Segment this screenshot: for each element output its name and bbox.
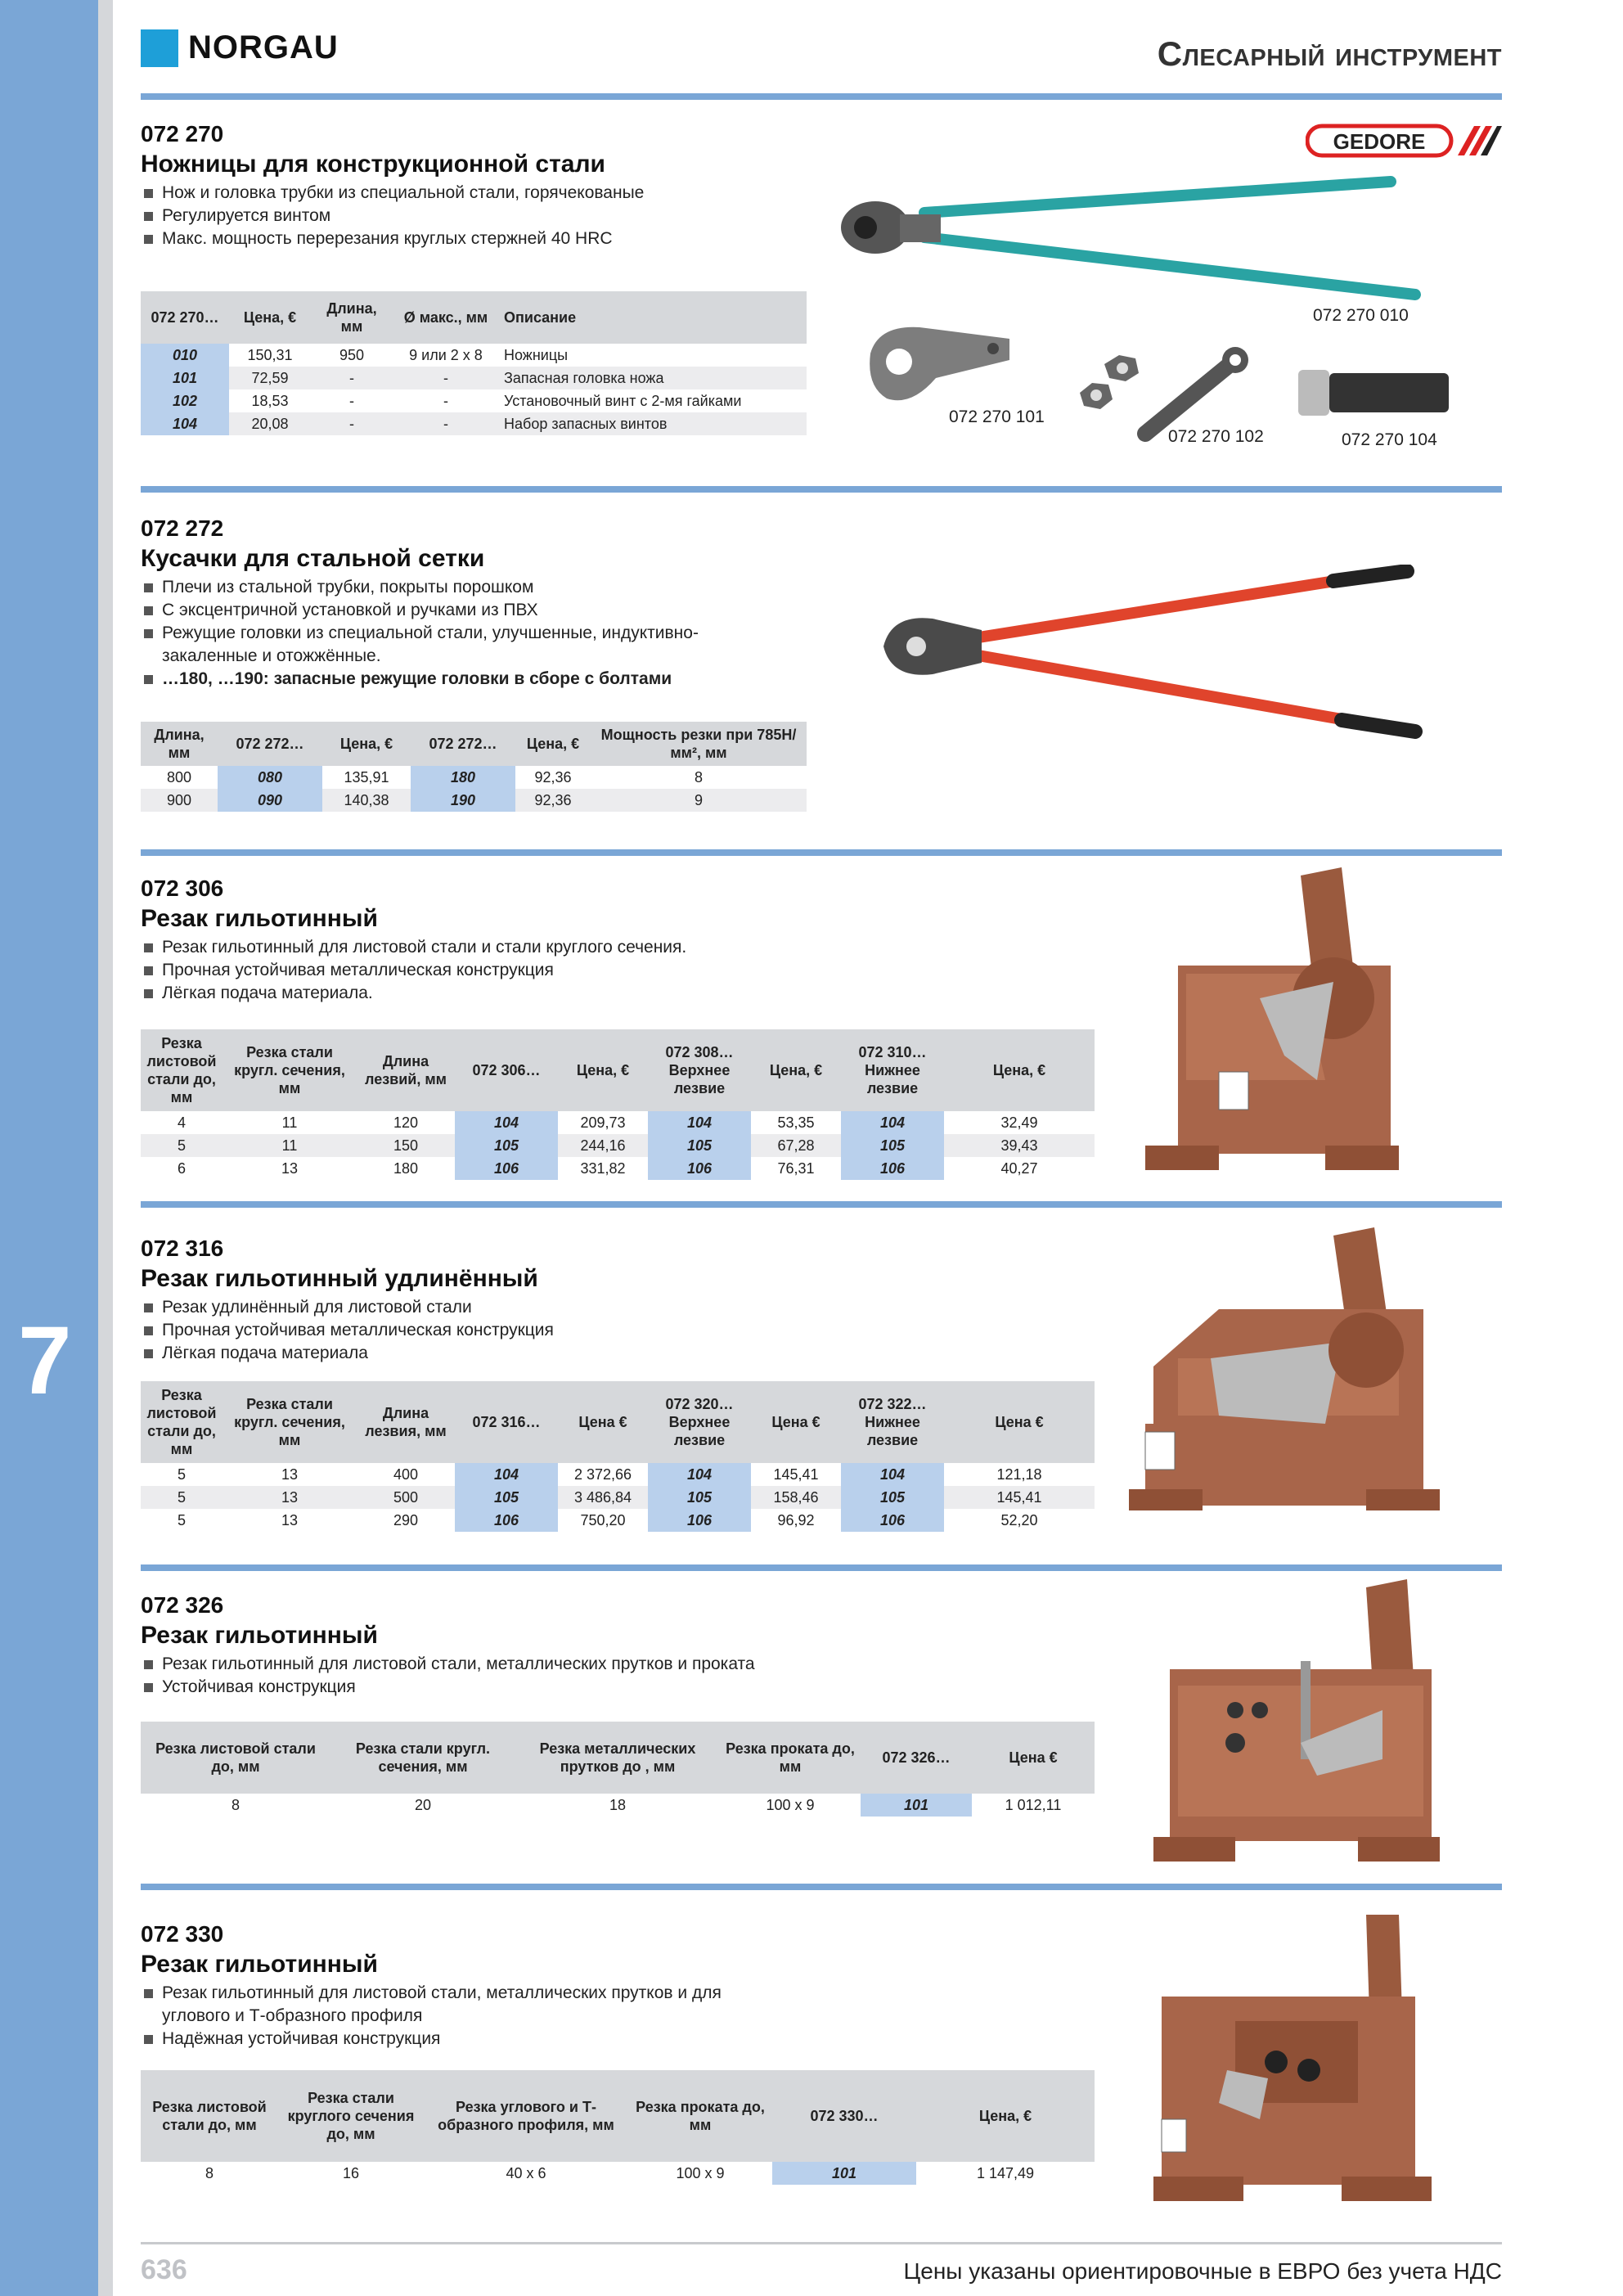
table-header: Цена, € xyxy=(558,1029,648,1111)
table-cell: 145,41 xyxy=(944,1486,1095,1509)
table-cell: 104 xyxy=(841,1111,944,1134)
side-band-edge xyxy=(98,0,113,2296)
table-header: Цена, € xyxy=(515,722,591,766)
table-row xyxy=(141,344,807,367)
spec-table-072-306 xyxy=(141,1029,1095,1180)
table-header: Мощность резки при 785Н/мм², мм xyxy=(591,722,807,766)
caption-104: 072 270 104 xyxy=(1342,430,1437,449)
price-note: Цены указаны ориентировочные в ЕВРО без учета НДС xyxy=(903,2258,1502,2284)
table-cell: 5 xyxy=(141,1134,223,1157)
table-cell: 52,20 xyxy=(1000,1512,1038,1528)
feature-item: Резак удлинённый для листовой стали xyxy=(141,1296,554,1319)
table-cell: 500 xyxy=(357,1486,455,1509)
section-rule xyxy=(141,486,1502,493)
table-cell: 5 xyxy=(177,1512,186,1528)
table-row xyxy=(141,412,807,435)
product-code: 072 306 xyxy=(141,876,224,901)
spec-table-072-270 xyxy=(141,291,807,435)
caption-010: 072 270 010 xyxy=(1313,306,1409,325)
table-cell: - xyxy=(311,367,393,389)
feature-item: Регулируется винтом xyxy=(141,205,644,227)
product-name: Кусачки для стальной сетки xyxy=(141,545,485,572)
table-header: Цена € xyxy=(944,1381,1095,1463)
table-cell: 100 x 9 xyxy=(676,2165,725,2181)
table-header: Длина лезвий, мм xyxy=(357,1029,455,1111)
table-cell: 106 xyxy=(841,1509,944,1532)
bolt-cutter-image xyxy=(826,164,1448,303)
table-row xyxy=(141,1486,1095,1509)
brand-name: NORGAU xyxy=(188,29,339,65)
table-header: Цена € xyxy=(751,1381,841,1463)
table-header: 072 272… xyxy=(218,722,322,766)
product-072-330 xyxy=(141,1920,722,2051)
table-header: Резка листовой стали до, мм xyxy=(141,1722,330,1794)
product-name: Резак гильотинный xyxy=(141,1622,378,1649)
table-cell: 18,53 xyxy=(251,393,289,409)
table-cell: 105 xyxy=(455,1134,558,1157)
table-header: Длина, мм xyxy=(141,722,218,766)
feature-list xyxy=(141,1653,755,1699)
table-cell: 010 xyxy=(141,344,229,367)
table-header: 072 270… xyxy=(141,291,229,344)
side-band xyxy=(0,0,98,2296)
brand-logo-square xyxy=(141,29,178,67)
table-header: 072 326… xyxy=(861,1722,972,1794)
table-cell: 106 xyxy=(648,1509,751,1532)
table-cell: 104 xyxy=(455,1463,558,1486)
table-cell: 8 xyxy=(205,2165,214,2181)
table-cell: 105 xyxy=(841,1134,944,1157)
feature-item: закаленные и отожжённые. xyxy=(162,646,381,665)
section-rule xyxy=(141,1884,1502,1890)
product-code: 072 330 xyxy=(141,1921,224,1947)
table-cell: 32,49 xyxy=(1000,1114,1038,1131)
feature-list xyxy=(141,1982,722,2051)
section-rule xyxy=(141,849,1502,856)
product-code: 072 326 xyxy=(141,1592,224,1618)
table-cell: 1 147,49 xyxy=(976,2165,1035,2181)
table-cell: 104 xyxy=(841,1463,944,1486)
table-row xyxy=(141,1463,1095,1486)
table-cell: 290 xyxy=(393,1512,419,1528)
table-cell: 96,92 xyxy=(777,1512,815,1528)
table-cell: 080 xyxy=(218,766,322,789)
product-name: Резак гильотинный удлинённый xyxy=(141,1265,538,1292)
gedore-logo xyxy=(1306,123,1502,159)
feature-list xyxy=(141,936,686,1005)
product-072-272 xyxy=(141,514,699,691)
table-row xyxy=(141,1111,1095,1134)
table-cell: 750,20 xyxy=(580,1512,626,1528)
table-header: Резка стали кругл. сечения, мм xyxy=(223,1381,357,1463)
table-header: 072 310… Нижнее лезвие xyxy=(841,1029,944,1111)
table-header: Цена € xyxy=(972,1722,1095,1794)
table-cell: 105 xyxy=(648,1486,751,1509)
table-cell: 20,08 xyxy=(229,412,311,435)
table-cell: 16 xyxy=(342,2165,360,2181)
table-cell: 13 xyxy=(223,1486,357,1509)
feature-item: …180, …190: запасные режущие головки в сборе с болтами xyxy=(141,668,699,691)
feature-item: Надёжная устойчивая конструкция xyxy=(141,2028,722,2051)
table-row xyxy=(141,1134,1095,1157)
feature-item: С эксцентричной установкой и ручками из ПВХ xyxy=(141,599,699,622)
table-cell: 40,27 xyxy=(1000,1160,1038,1177)
table-cell: 40 x 6 xyxy=(506,2165,546,2181)
table-cell: Ножницы xyxy=(504,347,569,363)
table-cell: 145,41 xyxy=(773,1466,819,1483)
table-header: Длина, мм xyxy=(311,291,393,344)
table-cell: 72,59 xyxy=(229,367,311,389)
feature-item: Нож и головка трубки из специальной стали, горячекованые xyxy=(141,182,644,205)
product-code: 072 270 xyxy=(141,121,224,146)
table-header: Резка стали кругл. сечения, мм xyxy=(330,1722,515,1794)
feature-item: Устойчивая конструкция xyxy=(141,1676,755,1699)
table-cell: 104 xyxy=(455,1111,558,1134)
table-cell: 135,91 xyxy=(344,769,389,786)
mesh-cutter-image xyxy=(875,565,1440,745)
table-cell: 104 xyxy=(648,1463,751,1486)
table-cell: 331,82 xyxy=(580,1160,626,1177)
page-title: Слесарный инструмент xyxy=(1157,34,1502,73)
table-cell: 400 xyxy=(393,1466,419,1483)
product-code: 072 272 xyxy=(141,515,224,541)
feature-list xyxy=(141,182,644,250)
section-rule xyxy=(141,1201,1502,1208)
feature-item: Плечи из стальной трубки, покрыты порошком xyxy=(141,576,699,599)
table-header: Резка проката до, мм xyxy=(720,1722,861,1794)
table-cell: - xyxy=(311,412,393,435)
table-header: 072 322… Нижнее лезвие xyxy=(841,1381,944,1463)
table-cell: 106 xyxy=(841,1157,944,1180)
table-header: 072 316… xyxy=(455,1381,558,1463)
table-cell: 800 xyxy=(166,769,192,786)
table-cell: 158,46 xyxy=(751,1486,841,1509)
svg-text:GEDORE: GEDORE xyxy=(1333,129,1426,154)
guillotine-326-image xyxy=(1137,1579,1448,1882)
caption-101: 072 270 101 xyxy=(949,407,1045,426)
table-cell: 105 xyxy=(648,1134,751,1157)
feature-item: Резак гильотинный для листовой стали, металлических прутков и проката xyxy=(141,1653,755,1676)
product-072-326 xyxy=(141,1591,755,1699)
table-cell: 18 xyxy=(609,1797,627,1813)
table-cell: 4 xyxy=(177,1114,186,1131)
table-header: Резка проката до, мм xyxy=(628,2070,772,2162)
spec-table-072-326 xyxy=(141,1722,1095,1817)
table-cell: 180 xyxy=(393,1160,419,1177)
table-header: Цена, € xyxy=(916,2070,1095,2162)
table-row xyxy=(141,1157,1095,1180)
feature-item: Резак гильотинный для листовой стали, металлических прутков и для xyxy=(141,1982,722,2005)
table-cell: 100 x 9 xyxy=(766,1797,815,1813)
table-cell: 102 xyxy=(141,389,229,412)
table-cell: 244,16 xyxy=(558,1134,648,1157)
table-header: Описание xyxy=(499,291,807,344)
table-header: 072 272… xyxy=(411,722,515,766)
table-header: Длина лезвия, мм xyxy=(357,1381,455,1463)
product-072-270 xyxy=(141,119,644,250)
product-name: Резак гильотинный xyxy=(141,905,378,932)
guillotine-306-image xyxy=(1137,867,1407,1178)
table-cell: - xyxy=(349,393,354,409)
guillotine-330-image xyxy=(1137,1915,1440,2209)
table-cell: 120 xyxy=(393,1114,419,1131)
table-cell: 53,35 xyxy=(777,1114,815,1131)
table-cell: - xyxy=(393,367,499,389)
table-cell: 150,31 xyxy=(247,347,293,363)
table-cell: 104 xyxy=(648,1111,751,1134)
table-cell: 150 xyxy=(357,1134,455,1157)
page-number: 636 xyxy=(141,2254,187,2285)
table-cell: 8 xyxy=(694,769,703,786)
spec-table-072-316 xyxy=(141,1381,1095,1532)
table-cell: Установочный винт с 2-мя гайками xyxy=(504,393,742,409)
table-cell: 106 xyxy=(455,1509,558,1532)
table-cell: 101 xyxy=(141,367,229,389)
table-header: 072 330… xyxy=(772,2070,916,2162)
table-cell: 2 372,66 xyxy=(573,1466,632,1483)
table-header: Ø макс., мм xyxy=(393,291,499,344)
table-cell: 6 xyxy=(177,1160,186,1177)
table-cell: Набор запасных винтов xyxy=(499,412,807,435)
table-cell: 9 или 2 x 8 xyxy=(409,347,483,363)
table-header: Резка листовой стали до, мм xyxy=(141,2070,278,2162)
table-cell: 3 486,84 xyxy=(558,1486,648,1509)
table-cell: 121,18 xyxy=(996,1466,1042,1483)
table-cell: 8 xyxy=(231,1797,240,1813)
table-cell: 92,36 xyxy=(515,789,591,812)
table-header: Резка листовой стали до, мм xyxy=(141,1029,223,1111)
table-cell: 090 xyxy=(218,789,322,812)
table-cell: - xyxy=(443,393,448,409)
table-cell: 5 xyxy=(141,1486,223,1509)
header-rule xyxy=(141,93,1502,100)
table-cell: 104 xyxy=(141,412,229,435)
table-cell: 13 xyxy=(281,1160,299,1177)
caption-102: 072 270 102 xyxy=(1168,427,1264,446)
product-072-316 xyxy=(141,1234,554,1365)
feature-item: Прочная устойчивая металлическая конструкция xyxy=(141,959,686,982)
table-cell: 101 xyxy=(861,1794,972,1817)
table-cell: 92,36 xyxy=(534,769,572,786)
table-header: Цена, € xyxy=(751,1029,841,1111)
product-name: Ножницы для конструкционной стали xyxy=(141,151,605,178)
table-cell: 11 xyxy=(281,1114,298,1131)
table-header: Резка металлических прутков до , мм xyxy=(515,1722,720,1794)
feature-item: Лёгкая подача материала. xyxy=(141,982,686,1005)
table-row xyxy=(141,1509,1095,1532)
spec-table-072-272 xyxy=(141,722,807,812)
table-header: Резка углового и Т-образного профиля, мм xyxy=(424,2070,628,2162)
table-cell: 209,73 xyxy=(580,1114,626,1131)
footer-rule xyxy=(141,2242,1502,2244)
feature-item: Режущие головки из специальной стали, улучшенные, индуктивно- xyxy=(141,622,699,645)
product-code: 072 316 xyxy=(141,1236,224,1261)
product-name: Резак гильотинный xyxy=(141,1951,378,1978)
table-header: Резка листовой стали до, мм xyxy=(141,1381,223,1463)
table-cell: 105 xyxy=(455,1486,558,1509)
table-cell: 106 xyxy=(648,1157,751,1180)
table-row xyxy=(141,789,807,812)
table-row xyxy=(141,766,807,789)
table-cell: - xyxy=(393,412,499,435)
table-cell: 39,43 xyxy=(944,1134,1095,1157)
product-072-306 xyxy=(141,874,686,1005)
table-cell: 9 xyxy=(591,789,807,812)
spare-head-image xyxy=(862,321,1018,411)
table-cell: 11 xyxy=(223,1134,357,1157)
spec-table-072-330 xyxy=(141,2070,1095,2185)
table-cell: 13 xyxy=(281,1512,299,1528)
table-cell: 1 012,11 xyxy=(1005,1797,1062,1813)
table-header: 072 306… xyxy=(455,1029,558,1111)
table-cell: 950 xyxy=(339,347,365,363)
table-row xyxy=(141,2162,1095,2185)
screw-set-image xyxy=(1297,365,1452,421)
table-header: Резка стали круглого сечения до, мм xyxy=(278,2070,424,2162)
table-cell: 900 xyxy=(141,789,218,812)
table-cell: 190 xyxy=(411,789,515,812)
table-row xyxy=(141,1794,1095,1817)
feature-item: Лёгкая подача материала xyxy=(141,1342,554,1365)
table-cell: 180 xyxy=(411,766,515,789)
table-cell: 76,31 xyxy=(777,1160,815,1177)
table-header: Резка стали кругл. сечения, мм xyxy=(223,1029,357,1111)
table-cell: 106 xyxy=(455,1157,558,1180)
table-cell: 13 xyxy=(281,1466,299,1483)
table-header: 072 320… Верхнее лезвие xyxy=(648,1381,751,1463)
table-cell: 67,28 xyxy=(751,1134,841,1157)
table-row xyxy=(141,367,807,389)
chapter-number: 7 xyxy=(18,1307,72,1415)
feature-item: Резак гильотинный для листовой стали и стали круглого сечения. xyxy=(141,936,686,959)
guillotine-316-image xyxy=(1129,1227,1440,1538)
section-rule xyxy=(141,1564,1502,1571)
feature-list xyxy=(141,1296,554,1365)
table-header: Цена € xyxy=(558,1381,648,1463)
table-header: Цена, € xyxy=(944,1029,1095,1111)
table-header: Цена, € xyxy=(229,291,311,344)
table-cell: Запасная головка ножа xyxy=(499,367,807,389)
table-cell: 101 xyxy=(772,2162,916,2185)
table-header: 072 308… Верхнее лезвие xyxy=(648,1029,751,1111)
feature-item: углового и Т-образного профиля xyxy=(162,2006,423,2025)
table-cell: 5 xyxy=(177,1466,186,1483)
table-row xyxy=(141,389,807,412)
feature-item: Прочная устойчивая металлическая конструкция xyxy=(141,1319,554,1342)
table-cell: 20 xyxy=(414,1797,432,1813)
table-cell: 140,38 xyxy=(322,789,411,812)
feature-list xyxy=(141,576,699,691)
feature-item: Макс. мощность перерезания круглых стержней 40 HRC xyxy=(141,227,644,250)
table-cell: 105 xyxy=(841,1486,944,1509)
table-header: Цена, € xyxy=(322,722,411,766)
